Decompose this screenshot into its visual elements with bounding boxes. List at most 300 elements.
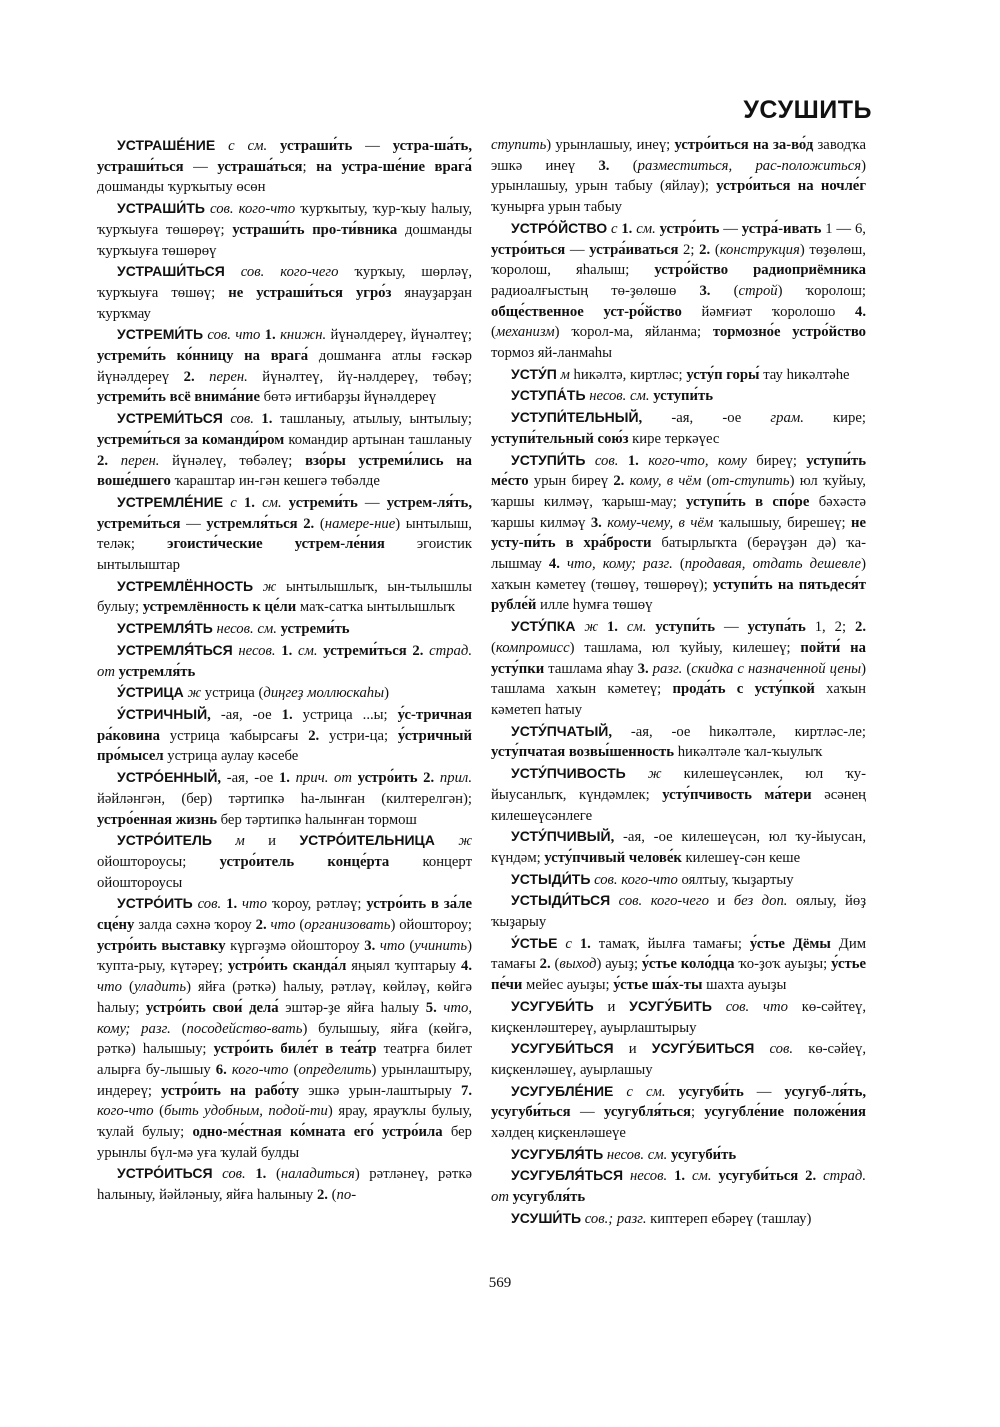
entry-text: перен.	[209, 368, 248, 385]
entry-text: 2.	[316, 1187, 328, 1204]
entry-text: 1.	[621, 220, 633, 237]
entry-headword: УСУШИ́ТЬ	[511, 1209, 582, 1226]
entry-text: сов. что	[711, 998, 788, 1015]
entry-text: кө-сәйеү, киҫкенләшеү, ауырлашыу	[491, 1041, 866, 1078]
entry-text: —	[357, 494, 387, 511]
entry-text: тамаҡ, йылға тамағы;	[590, 935, 750, 952]
entry-text: уступи́ть на пятьдеся́т рубле́й	[491, 576, 867, 614]
entry-text: от-ступить	[711, 473, 790, 490]
entry-text: строй	[738, 282, 778, 299]
entry-text: ) урынлашыу, инеү;	[546, 137, 675, 153]
entry-text: устремля́ться 2.	[206, 515, 315, 532]
entry-text: с	[557, 935, 580, 952]
entry-text: (	[609, 157, 638, 174]
entry-text: устро́ить на рабо́ту	[161, 1082, 300, 1099]
entry-text: усугуби́ться 2.	[718, 1168, 817, 1185]
entry-headword: УСТУ́П	[511, 365, 557, 382]
entry-text: (	[491, 324, 496, 341]
entry-text: ) ташлама хаҡын кәметеү;	[491, 660, 866, 698]
entry-text: ) ташлама, юл ҡуйыу, килешеү;	[569, 639, 801, 656]
dictionary-entry	[97, 704, 472, 767]
entry-text: сов.	[212, 1166, 256, 1183]
entry-text: 1.	[243, 494, 255, 511]
entry-text: (	[288, 1061, 299, 1078]
entry-text: продавая, отдать дешевле	[684, 556, 862, 573]
entry-text: ) ынтылыш, теләк;	[97, 515, 472, 553]
entry-text: 3.	[637, 660, 649, 677]
entry-text: конструкция	[719, 241, 800, 258]
entry-text: —	[715, 619, 748, 636]
entry-text: см.	[292, 642, 324, 659]
entry-text: күргәҙмә ойоштороу	[225, 937, 365, 954]
entry-headword: УСТРЕМЛЁННОСТЬ	[117, 577, 254, 594]
entry-text: усугубле́ние положе́ния	[704, 1104, 866, 1121]
entry-text: ҡараштар ин-гән кешегә төбәлде	[170, 473, 380, 490]
dictionary-entry	[491, 385, 866, 407]
entry-text: ташланыу, атылыу, ынтылыу;	[272, 411, 472, 428]
entry-text: прич. от	[295, 770, 358, 787]
entry-text: (	[153, 1103, 165, 1120]
entry-text: сов.; разг.	[581, 1210, 647, 1227]
entry-text: театрға билет алырға бу-лышыу	[97, 1041, 473, 1078]
entry-text: перен.	[120, 452, 160, 469]
entry-text: ,	[638, 410, 643, 427]
entry-text: разг.	[648, 660, 683, 677]
entry-text: ) урынлашыу, урын табыу (яйлау);	[491, 157, 866, 195]
entry-text: устро́ить свои́ дела́	[146, 999, 279, 1016]
entry-text: сов. что	[203, 327, 265, 344]
dictionary-entry	[491, 218, 866, 364]
dictionary-entry	[97, 135, 472, 198]
entry-text: посодейство-вать	[186, 1020, 303, 1037]
entry-text: уступи́тельный сою́з	[491, 430, 629, 447]
entry-text: устро́итель конце́рта	[219, 853, 390, 870]
entry-text: оялыу, йөҙ ҡыҙарыу	[491, 893, 866, 931]
dictionary-entry	[491, 763, 866, 826]
entry-text: 1.	[278, 770, 296, 787]
entry-text: эгоистик ынтылыштар	[97, 536, 472, 574]
entry-text: устро́йство радиоприёмника	[654, 262, 866, 279]
entry-text: одно-ме́стная ко́мната его́ устро́ила	[192, 1124, 443, 1141]
entry-headword: УСУГУ́БИТЬСЯ	[651, 1040, 755, 1057]
entry-text: ынтылышлыҡ, ын-тылышлы булыу;	[97, 578, 472, 616]
entry-text: устро́ить в за́ле сце́ну	[97, 896, 473, 934]
entry-text: устреми́ть	[288, 494, 358, 511]
entry-text: с см.	[215, 138, 281, 154]
entry-text: кого-что	[231, 1061, 289, 1078]
entry-text: у́стье пе́чи	[491, 956, 866, 994]
entry-text: уладить	[133, 979, 187, 996]
entry-text: 2.	[183, 368, 210, 385]
entry-text: -ая, -ое килешеүсән, юл ҡу-йыусан, күндәм;	[491, 829, 866, 866]
entry-text: килешеү-сән кеше	[681, 849, 801, 866]
entry-text: что, кому; разг.	[559, 556, 673, 573]
entry-text: тормоз яй-ланмаһы	[491, 345, 612, 362]
entry-text: ) булышыу, яйға (көйгә, рәткә) һалышыу;	[97, 1020, 472, 1058]
entry-text: устро́ить сканда́л	[227, 958, 347, 975]
entry-text: прил.	[439, 770, 472, 787]
entry-text: концерт ойоштороусы	[97, 853, 473, 891]
entry-text: уступа́ть	[747, 619, 806, 636]
entry-text: с	[223, 494, 244, 511]
entry-text: усугубля́ть	[512, 1189, 586, 1206]
entry-text: уступи́ть в спо́ре	[686, 493, 810, 510]
entry-text: быть удобным, подой-ти	[164, 1103, 328, 1120]
entry-text: уступи́ть ме́сто	[491, 452, 866, 490]
entry-text: страд. от	[97, 642, 472, 680]
entry-text: 2.	[255, 917, 271, 934]
entry-text: у́стье ша́х-ты	[613, 977, 703, 994]
entry-text: устрица ...ы;	[292, 706, 398, 723]
entry-text: (	[170, 1020, 187, 1037]
entry-text: (	[710, 282, 739, 299]
entry-text: мейес ауыҙы;	[522, 977, 614, 994]
entry-text: ж	[253, 578, 277, 595]
dictionary-entry	[491, 826, 866, 868]
entry-text: 4.	[548, 556, 560, 573]
entry-text: (	[491, 639, 496, 656]
entry-text: 5.	[425, 999, 444, 1016]
entry-headword: УСТУ́ПЧИВОСТЬ	[511, 765, 626, 782]
entry-text: дошманды ҡурҡыуға төшөрөү	[97, 221, 472, 259]
entry-text: ;	[691, 1104, 705, 1121]
entry-text: биреү;	[746, 452, 807, 469]
page-number: 569	[488, 1275, 512, 1291]
entry-text: что	[97, 979, 122, 996]
dictionary-entry	[491, 890, 866, 932]
entry-headword: УСТРАШЕ́НИЕ	[117, 137, 216, 153]
entry-text: несов.	[623, 1168, 675, 1185]
entry-text: (	[314, 515, 325, 532]
entry-text: что	[270, 917, 296, 934]
entry-headword: УСТРАШИ́ТЬ	[117, 200, 205, 217]
entry-text: не усту-пи́ть в хра́брости	[491, 514, 866, 552]
entry-headword: УСТУПИ́ТЬ	[511, 451, 586, 468]
entry-text: бөтә иғтибарҙы йүнәлдереү	[259, 389, 437, 406]
entry-text: ) рәтләнеү, рәткә һалыныу, йәйләныу, яйға һалыныу	[97, 1166, 472, 1204]
entry-text: маҡ-сатҡа ынтылышлыҡ	[296, 599, 455, 616]
entry-text: янауҙарҙан ҡурҡмау	[97, 284, 473, 322]
entry-text: эгоисти́ческие устрем-ле́ния	[167, 536, 385, 553]
entry-text: ҡороу, рәтләү;	[267, 896, 367, 913]
entry-text: несов. см.	[603, 1146, 671, 1163]
entry-headword: У́СТРИЦА	[117, 684, 184, 701]
entry-text: устрица ҡабырсағы	[159, 727, 309, 744]
entry-text: устремля́ть	[118, 663, 196, 680]
dictionary-entry	[491, 1208, 866, 1230]
entry-text: и	[244, 833, 300, 850]
entry-text: —	[565, 241, 590, 258]
entry-text: оялтыу, ҡыҙартыу	[677, 871, 794, 888]
entry-text: устреми́ть ко́нницу на врага́	[97, 348, 309, 365]
entry-headword: У́СТРИЧНЫЙ	[117, 705, 208, 722]
entry-text: 2.	[854, 619, 866, 636]
entry-text: ҡурҡытыу, ҡур-ҡыу һалыу, ҡурҡыуға төшөрөү;	[97, 201, 472, 238]
entry-text: ,	[608, 723, 613, 740]
entry-headword: УСТУ́ПКА	[511, 618, 576, 635]
entry-text: см.	[254, 494, 289, 511]
entry-text: м	[556, 366, 570, 383]
entry-text: 1.	[606, 619, 618, 636]
entry-headword: УСТРО́ЙСТВО	[511, 219, 608, 236]
entry-text: ) ҡупта-рыу, күтәреү;	[97, 937, 472, 975]
entry-text: йүнәлеү, төбәлеү;	[159, 452, 306, 469]
entry-text: и	[613, 1041, 652, 1058]
entry-text: (	[327, 1187, 337, 1204]
dictionary-entry	[491, 616, 866, 721]
entry-text: несов.	[232, 642, 282, 659]
entry-text: дошманға атлы ғәскәр йүнәлдереү	[97, 348, 472, 385]
entry-text: устра́иваться	[589, 241, 679, 258]
entry-text: на устра-ше́ние врага́	[316, 158, 472, 175]
entry-text: йүнәлтеү, йү-нәлдереү, төбәү;	[247, 368, 473, 385]
entry-text: 1.	[281, 642, 293, 659]
dictionary-entry	[97, 408, 472, 492]
entry-text: сов.	[754, 1041, 794, 1058]
entry-text: с см.	[613, 1083, 679, 1100]
dictionary-entry	[491, 135, 866, 218]
entry-text: (	[701, 473, 712, 490]
entry-text: выход	[559, 956, 597, 973]
entry-text: ) ойоштороу;	[390, 917, 472, 934]
entry-text: ж	[183, 685, 202, 702]
entry-text: 3.	[364, 937, 380, 954]
entry-text: (	[295, 917, 305, 934]
entry-text: скидка с назначенной цены	[691, 660, 862, 677]
entry-text: устреми́ться 2.	[323, 642, 424, 659]
entry-text: устро́ить	[659, 220, 720, 237]
entry-text: усугуби́ть	[678, 1083, 744, 1100]
entry-text: -ая, -ое	[221, 770, 279, 787]
entry-headword: УСТУПА́ТЬ	[511, 387, 586, 404]
entry-text: —	[570, 1104, 604, 1121]
entry-headword: УСУГУБИ́ТЬСЯ	[511, 1040, 614, 1057]
left-column	[97, 135, 472, 1206]
entry-text: ж	[575, 619, 607, 636]
entry-text: сов.	[192, 896, 227, 913]
entry-text: у́стье коло́дца	[641, 956, 735, 973]
entry-text: взо́ры устреми́лись на воше́дшего	[97, 452, 473, 490]
entry-text: и	[593, 998, 630, 1015]
entry-text: (	[710, 241, 720, 258]
page-header-title: УСУШИТЬ	[743, 96, 872, 124]
entry-headword: УСТРО́ИТЬ	[117, 895, 193, 912]
entry-text: разместиться, рас-положиться	[637, 157, 862, 174]
entry-text: һикәлтә, киртләс;	[569, 366, 687, 383]
entry-headword: УСТЫДИ́ТЬ	[511, 870, 591, 887]
entry-text: йәйләнгән, (бер) тәртипкә һа-лынған (килтерелгән);	[97, 790, 472, 807]
entry-text: ) төҙөлөш, ҡоролош, яһалыш;	[491, 241, 866, 279]
dictionary-entry	[491, 1165, 866, 1207]
entry-text: йәмғиәт ҡоролошо	[681, 303, 855, 320]
entry-text: кого-что, кому	[638, 452, 747, 469]
entry-text: у́стье Дёмы	[749, 935, 831, 952]
dictionary-entry	[491, 996, 866, 1038]
entry-text: устро́ить 2.	[357, 770, 440, 787]
entry-text: сов.	[585, 452, 628, 469]
entry-text: диңгеҙ моллюскаһы	[263, 685, 385, 702]
dictionary-entry	[491, 364, 866, 386]
entry-text: пойти́ на усту́пки	[491, 639, 866, 677]
entry-text: бер урынлы бүл-мә уға ҡулай булды	[97, 1124, 472, 1161]
entry-headword: УСУГУБЛЯ́ТЬ	[511, 1145, 604, 1162]
entry-text: ж	[625, 766, 662, 783]
entry-text: книжн.	[280, 327, 327, 344]
entry-text: механизм	[495, 324, 555, 341]
entry-text: дошманды ҡурҡытыу өсөн	[97, 179, 266, 196]
dictionary-entry	[97, 682, 472, 704]
entry-text: )	[384, 685, 389, 702]
entry-headword: УСУГУБЛЕ́НИЕ	[511, 1082, 614, 1099]
entry-text: усту́пчивый челове́к	[544, 849, 682, 866]
entry-text: (	[550, 956, 560, 973]
entry-text: что, кому; разг.	[97, 999, 473, 1037]
entry-text: сов. кого-что	[590, 871, 678, 888]
entry-text: кире теркәүес	[628, 430, 720, 447]
entry-headword: УСТЫДИ́ТЬСЯ	[511, 892, 611, 909]
entry-headword: УСУГУБЛЯ́ТЬСЯ	[511, 1167, 624, 1184]
entry-text: ж	[434, 833, 472, 850]
entry-text: кө-сәйтеү, киҫкенләштереү, ауырлаштырыу	[491, 998, 866, 1036]
dictionary-entry	[97, 893, 472, 1163]
entry-text: киптереп ебәреү (ташлау)	[646, 1210, 812, 1227]
entry-text: —	[180, 515, 207, 532]
entry-text: устраши́ть	[280, 138, 353, 154]
entry-text: тормозно́е устро́йство	[712, 324, 866, 341]
entry-text: у́с-тричная ра́ковина	[97, 706, 472, 744]
entry-text: ;	[302, 158, 317, 175]
entry-text: 1, 2;	[805, 619, 855, 636]
entry-text: устрем-ля́ть, устреми́ться	[97, 494, 472, 532]
entry-headword: УСТРО́ЕННЫЙ	[117, 769, 218, 786]
entry-text: страд. от	[491, 1168, 866, 1206]
entry-text: ҡурҡыу, шөрләү, ҡурҡыуға төшөү;	[97, 264, 472, 301]
entry-text: устреми́ть всё внима́ние	[97, 389, 260, 406]
dictionary-entry	[97, 492, 472, 576]
entry-text: сов. кого-чего	[610, 893, 709, 910]
entry-text: уступи́ть	[653, 388, 713, 405]
dictionary-entry	[97, 640, 472, 682]
entry-text: радиоалғыстың тө-ҙөлөшө	[491, 282, 700, 299]
entry-text: устреми́ться за команди́ром	[97, 431, 285, 448]
entry-text: ҡалышыу, бирешеү;	[713, 514, 852, 531]
entry-text: ) урынлаштыру, индереү;	[97, 1061, 472, 1099]
entry-text: по-	[336, 1187, 357, 1204]
entry-text: устремлённость к це́ли	[142, 599, 297, 616]
entry-text: 1.	[674, 1168, 686, 1185]
entry-text: 2.	[613, 473, 625, 490]
entry-headword: УСТРО́ИТЕЛЬ	[117, 832, 212, 849]
entry-text: ) ауыҙ;	[596, 956, 642, 973]
entry-text: и	[708, 893, 734, 910]
entry-headword: УСУГУБИ́ТЬ	[511, 997, 594, 1014]
entry-text: устрица аулау кәсебе	[163, 748, 299, 765]
entry-text: ) яйға (рәткә) һалыу, рәтләү, көйләү, көйгә һалыу;	[97, 979, 472, 1016]
entry-text: несов. см.	[585, 388, 654, 405]
entry-text: грам.	[770, 410, 804, 427]
entry-text: (	[672, 556, 685, 573]
entry-text: устро́енная жизнь	[97, 811, 217, 828]
entry-text: 1.	[255, 1166, 267, 1183]
dictionary-entry	[491, 869, 866, 891]
entry-text: эштәр-ҙе яйға һалыу	[278, 999, 426, 1016]
entry-text: ) ҡорол-ма, яйланма;	[554, 324, 713, 341]
entry-text: шахта ауыҙы	[702, 977, 787, 994]
entry-text: 2.	[97, 452, 121, 469]
entry-text: -ая, -ое	[642, 410, 771, 427]
entry-text: прода́ть с усту́пкой	[672, 681, 815, 698]
entry-text: усугуби́ть	[670, 1146, 737, 1163]
entry-text: илле һумға төшөү	[536, 597, 653, 614]
entry-text: что	[237, 896, 268, 913]
entry-text: 6.	[215, 1061, 232, 1078]
entry-headword: УСТРАШИ́ТЬСЯ	[117, 263, 225, 280]
entry-headword: УСТРО́ИТЬСЯ	[117, 1165, 213, 1182]
entry-text: устра́-ивать	[741, 220, 822, 237]
dictionary-entry	[491, 1038, 866, 1080]
entry-text: —	[352, 138, 393, 154]
entry-text: ойоштороусы;	[97, 853, 220, 870]
entry-text: ) юл ҡуйыу, ҡаршы килмәү, ҡарыш-мау;	[491, 473, 866, 510]
entry-text: —	[719, 220, 742, 237]
entry-text: килешеүсәнлек, юл ҡу-йыусанлыҡ, күндәмлек;	[491, 766, 866, 803]
entry-headword: УСТРЕМЛЕ́НИЕ	[117, 493, 224, 510]
entry-text: урын биреү	[528, 473, 614, 490]
entry-text: не устраши́ться угро́з	[228, 284, 392, 301]
entry-text: устраша́ться	[217, 158, 303, 175]
entry-text: наладиться	[280, 1166, 355, 1183]
entry-text: ступить	[491, 137, 547, 153]
entry-text: кому-чему, в чём	[601, 514, 714, 531]
entry-headword: У́СТЬЕ	[511, 934, 558, 951]
entry-text: усугуб-ля́ть, усугуби́ться	[491, 1083, 867, 1121]
entry-text: (	[682, 660, 692, 677]
entry-text: әсәнең килешеүсәнлеге	[491, 786, 866, 824]
dictionary-entry	[491, 1081, 866, 1144]
dictionary-entry	[491, 933, 866, 996]
entry-text: определить	[298, 1061, 372, 1078]
entry-text: кире;	[803, 410, 866, 427]
entry-text: устро́иться	[491, 241, 566, 258]
entry-text: (	[121, 979, 134, 996]
entry-text: хәлдең киҫкенләшеүе	[491, 1125, 626, 1142]
entry-text: с	[607, 220, 622, 237]
dictionary-entry	[97, 198, 472, 261]
entry-text: яңыял ҡуптарыу	[346, 958, 461, 975]
right-column	[491, 135, 866, 1230]
entry-text: эшкә урын-лаштырыу	[299, 1082, 461, 1099]
entry-text: 7.	[460, 1082, 472, 1099]
entry-text: сов.	[222, 411, 262, 428]
entry-text: 3.	[699, 282, 711, 299]
entry-text: ҡо-ҙоҡ ауыҙы;	[734, 956, 832, 973]
entry-text: 2.	[539, 956, 551, 973]
entry-text: 4.	[854, 303, 866, 320]
entry-text: —	[743, 1083, 785, 1100]
entry-text: устро́ить выставку	[97, 937, 226, 954]
entry-text: командир артынан ташланыу	[284, 431, 473, 448]
entry-text: м	[211, 833, 245, 850]
entry-text: устро́иться на за-во́д	[674, 137, 814, 153]
entry-text: (	[404, 937, 415, 954]
entry-text: ,	[207, 706, 211, 723]
entry-text: 2;	[678, 241, 700, 258]
entry-text: уступи́ть	[655, 619, 716, 636]
entry-text: компромисс	[495, 639, 570, 656]
entry-text: см.	[617, 619, 656, 636]
entry-text: ,	[217, 770, 222, 787]
entry-text: устро́ить биле́т в теа́тр	[213, 1041, 377, 1058]
